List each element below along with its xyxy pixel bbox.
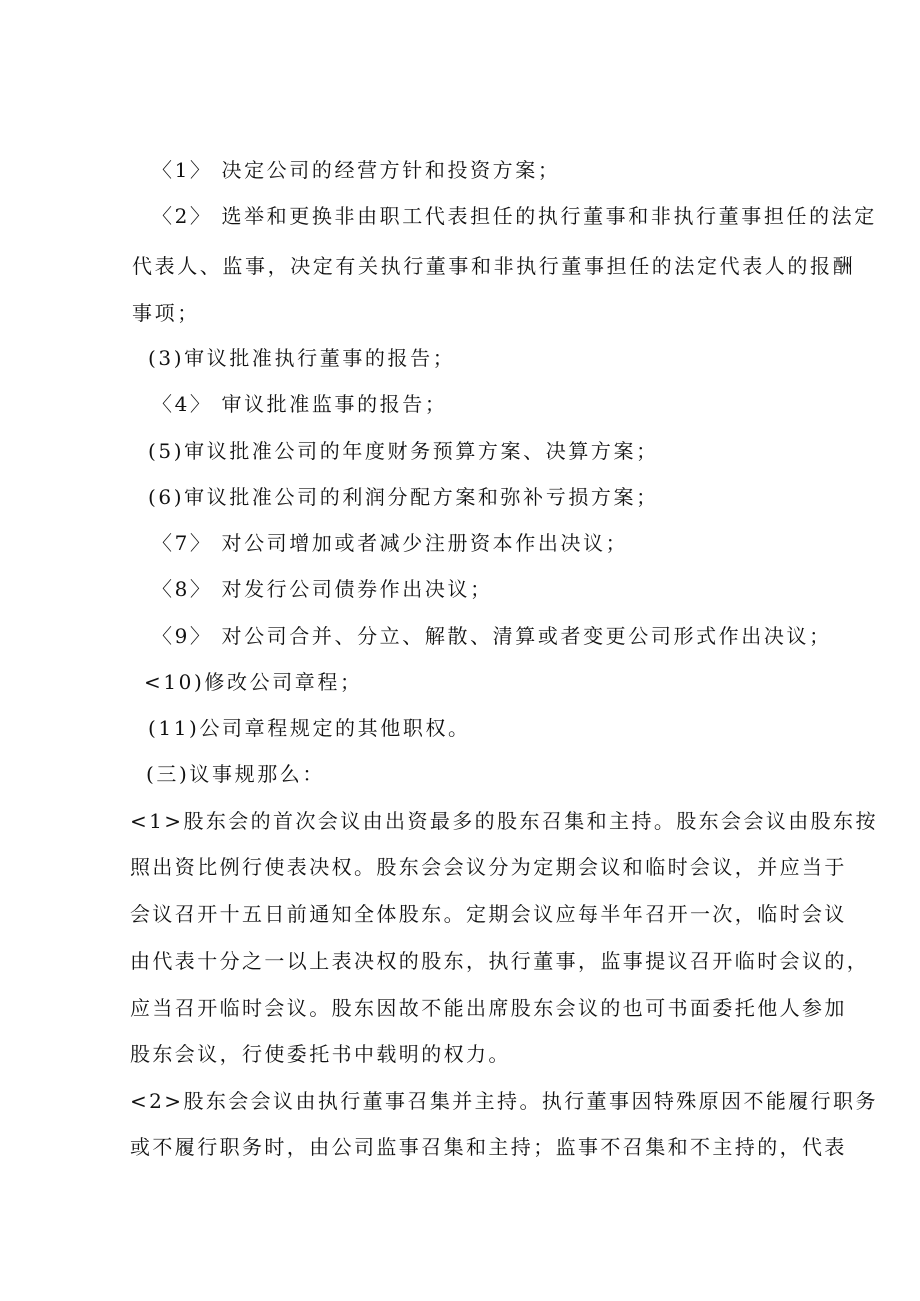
item-10-line-1: <10)修改公司章程； bbox=[144, 670, 363, 694]
item-1-line-1: 〈1〉 决定公司的经营方针和投资方案； bbox=[152, 158, 561, 182]
item-6-line-1: (6)审议批准公司的利润分配方案和弥补亏损方案； bbox=[148, 485, 659, 509]
item-2-line-3: 事项； bbox=[132, 301, 200, 325]
item-8-line-1: 〈8〉 对发行公司债券作出决议； bbox=[152, 577, 493, 601]
rule-1-line-4: 由代表十分之一以上表决权的股东，执行董事，监事提议召开临时会议的， bbox=[130, 949, 870, 973]
rule-1-line-2: 照出资比例行使表决权。股东会会议分为定期会议和临时会议，并应当于 bbox=[130, 855, 847, 879]
item-7-line-1: 〈7〉 对公司增加或者减少注册资本作出决议； bbox=[152, 531, 629, 555]
item-2-line-2: 代表人、监事，决定有关执行董事和非执行董事担任的法定代表人的报酬 bbox=[132, 254, 856, 278]
item-4-line-1: 〈4〉 审议批准监事的报告； bbox=[152, 392, 448, 416]
rule-1-line-6: 股东会议，行使委托书中载明的权力。 bbox=[130, 1042, 511, 1066]
item-11-line-1: (11)公司章程规定的其他职权。 bbox=[148, 716, 471, 740]
section-heading: (三)议事规那么： bbox=[146, 762, 326, 786]
item-9-line-1: 〈9〉 对公司合并、分立、解散、清算或者变更公司形式作出决议； bbox=[152, 624, 832, 648]
item-5-line-1: (5)审议批准公司的年度财务预算方案、决算方案； bbox=[148, 439, 659, 463]
rule-1-line-5: 应当召开临时会议。股东因故不能出席股东会议的也可书面委托他人参加 bbox=[130, 996, 847, 1020]
item-2-line-1: 〈2〉 选举和更换非由职工代表担任的执行董事和非执行董事担任的法定 bbox=[152, 204, 877, 228]
rule-2-line-2: 或不履行职务时，由公司监事召集和主持；监事不召集和不主持的，代表 bbox=[130, 1135, 847, 1159]
rule-1-line-1: <1>股东会的首次会议由出资最多的股东召集和主持。股东会会议由股东按 bbox=[130, 809, 878, 833]
rule-1-line-3: 会议召开十五日前通知全体股东。定期会议应每半年召开一次，临时会议 bbox=[130, 902, 847, 926]
item-3-line-1: (3)审议批准执行董事的报告； bbox=[148, 346, 456, 370]
rule-2-line-1: <2>股东会会议由执行董事召集并主持。执行董事因特殊原因不能履行职务 bbox=[130, 1089, 878, 1113]
